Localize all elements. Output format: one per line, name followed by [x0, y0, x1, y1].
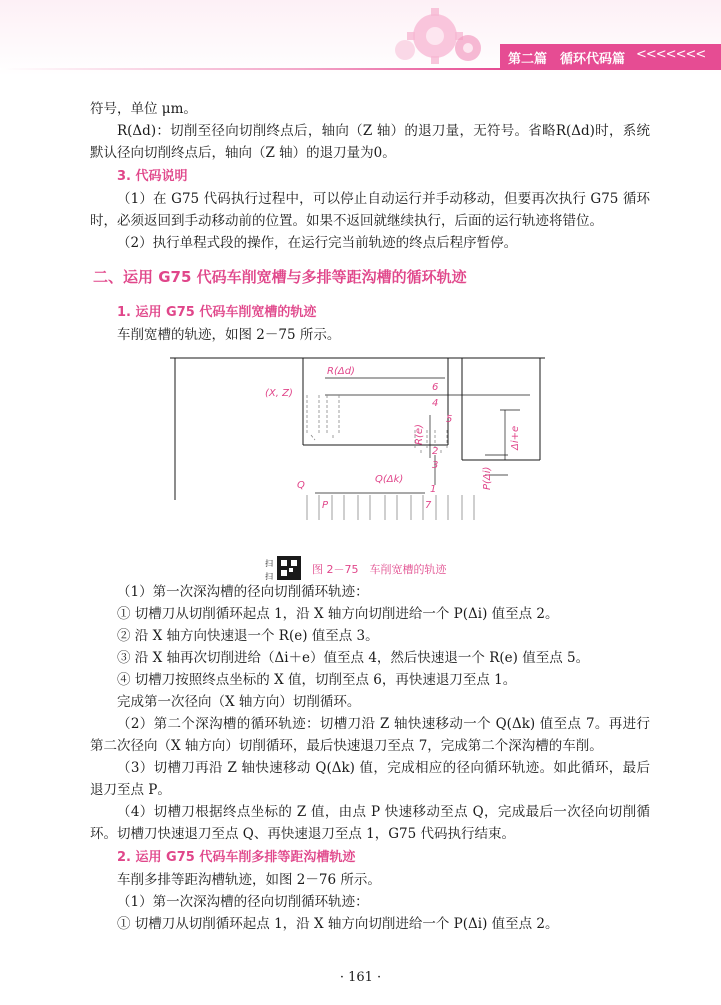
label-di-e: Δi+e [510, 425, 521, 450]
paragraph: （2）执行单程式段的操作，在运行完当前轨迹的终点后程序暂停。 [117, 235, 518, 251]
header-divider [0, 68, 500, 70]
paragraph: （3）切槽刀再沿 Z 轴快速移动 Q(Δk) 值，完成相应的径向循环轨迹。如此循环，最后退刀至点 P。 [90, 760, 650, 798]
header-arrows: <<<<<<< [636, 47, 706, 62]
label-re: R(e) [414, 424, 425, 445]
label-r-dd: R(Δd) [327, 366, 355, 377]
paragraph: （4）切槽刀根据终点坐标的 Z 值，由点 P 快速移动至点 Q，完成最后一次径向切削循环。切槽刀快速退刀至点 Q、再快速退刀至点 1，G75 代码执行结束。 [90, 804, 650, 842]
paragraph: ② 沿 X 轴方向快速退一个 R(e) 值至点 3。 [117, 628, 379, 644]
paragraph: （1）第一次深沟槽的径向切削循环轨迹： [117, 584, 369, 600]
label-q: Q [297, 480, 305, 491]
label-5: 5 [446, 414, 453, 425]
label-2: 2 [432, 446, 439, 457]
figure-caption: 图 2－75 车削宽槽的轨迹 [312, 563, 447, 576]
qr-code-icon[interactable] [265, 555, 305, 581]
label-1: 1 [430, 484, 437, 495]
section-heading: 二、运用 G75 代码车削宽槽与多排等距沟槽的循环轨迹 [93, 268, 467, 286]
label-6: 6 [432, 382, 439, 393]
paragraph: ① 切槽刀从切削循环起点 1，沿 X 轴方向切削进给一个 P(Δi) 值至点 2。 [117, 916, 559, 932]
paragraph: ① 切槽刀从切削循环起点 1，沿 X 轴方向切削进给一个 P(Δi) 值至点 2。 [117, 606, 559, 622]
gear-decoration-icon [380, 6, 500, 68]
figure-caption-row [90, 555, 650, 581]
paragraph: 车削宽槽的轨迹，如图 2－75 所示。 [117, 327, 341, 343]
label-4: 4 [432, 398, 439, 409]
paragraph: （1）在 G75 代码执行过程中，可以停止自动运行并手动移动，但要再次执行 G75 循环时，必须返回到手动移动前的位置。如果不返回就继续执行，后面的运行轨迹将错位。 [90, 191, 650, 229]
subsection-heading: 2. 运用 G75 代码车削多排等距沟槽轨迹 [117, 850, 356, 865]
paragraph: 完成第一次径向（X 轴方向）切削循环。 [117, 694, 361, 710]
section-title: 第二篇 循环代码篇 [508, 52, 626, 67]
paragraph: （1）第一次深沟槽的径向切削循环轨迹： [117, 894, 369, 910]
paragraph: ③ 沿 X 轴再次切削进给（Δi＋e）值至点 4，然后快速退一个 R(e) 值至点 5。 [117, 650, 590, 666]
label-7: 7 [425, 500, 432, 511]
page-content [90, 98, 650, 935]
figure-wide-groove [90, 350, 650, 555]
subsection-heading: 3. 代码说明 [117, 169, 188, 184]
paragraph: （2）第二个深沟槽的循环轨迹：切槽刀沿 Z 轴快速移动一个 Q(Δk) 值至点 7。再进行第二次径向（X 轴方向）切削循环，最后快速退刀至点 7，完成第二个深沟槽的车削。 [90, 716, 650, 754]
groove-diagram [90, 350, 650, 555]
page-header [0, 0, 721, 76]
paragraph: 符号，单位 μm。 [90, 101, 197, 117]
label-p: P [322, 500, 329, 511]
page-number: · 161 · [339, 970, 382, 985]
paragraph: ④ 切槽刀按照终点坐标的 X 值，切削至点 6，再快速退刀至点 1。 [117, 672, 517, 688]
label-q-dk: Q(Δk) [375, 474, 404, 485]
paragraph: R(Δd)：切削至径向切削终点后，轴向（Z 轴）的退刀量，无符号。省略R(Δd)时，系统默认径向切削终点后，轴向（Z 轴）的退刀量为0。 [90, 123, 650, 161]
label-xz: (X, Z) [265, 388, 293, 399]
label-p-di: P(Δi) [482, 466, 493, 490]
qr-label-top: 扫 [265, 559, 273, 568]
paragraph: 车削多排等距沟槽轨迹，如图 2－76 所示。 [117, 872, 381, 888]
subsection-heading: 1. 运用 G75 代码车削宽槽的轨迹 [117, 305, 317, 320]
label-3: 3 [432, 460, 439, 471]
qr-label-bottom: 扫 [265, 572, 273, 581]
